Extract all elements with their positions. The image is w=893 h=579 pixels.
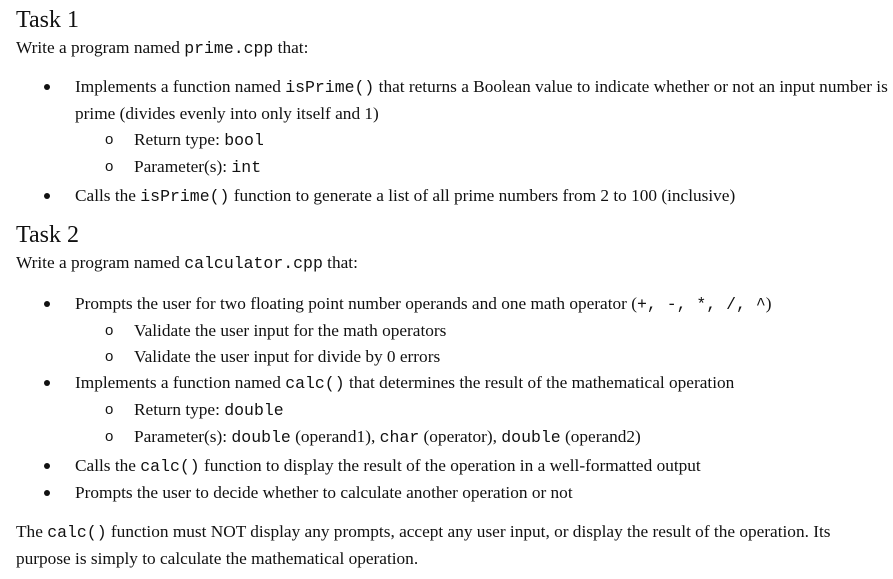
bullet-code: isPrime() — [140, 187, 230, 206]
task1-sub-item-2 — [75, 154, 893, 181]
bullet-dot-icon — [44, 301, 50, 307]
task1-heading: Task 1 — [16, 7, 79, 33]
bullet-text-prefix: Implements a function named — [75, 77, 286, 96]
sub-item-text: Validate the user input for the math operators — [134, 321, 447, 340]
sub-item-code: double — [224, 401, 284, 420]
param-desc: (operand2) — [560, 427, 641, 446]
bullet-text-suffix: ) — [765, 294, 772, 313]
bullet-text-suffix: that returns a Boolean value to indicate whether or not an input number is prime (divides evenly into only itself and 1) — [75, 77, 888, 123]
task2-section — [16, 220, 893, 572]
bullet-text-suffix: function to generate a list of all prime numbers from 2 to 100 (inclusive) — [229, 186, 736, 205]
task2-bullet-4 — [16, 480, 893, 506]
circle-bullet-icon: o — [105, 401, 114, 418]
param-type-code: char — [379, 428, 420, 447]
bullet-dot-icon — [44, 380, 50, 386]
task2-intro — [16, 250, 893, 277]
note-code: calc() — [47, 523, 107, 542]
circle-bullet-icon: o — [105, 348, 114, 365]
task1-intro-filename: prime.cpp — [184, 39, 274, 58]
task1-sub-list — [75, 127, 893, 181]
task2-intro-prefix: Write a program named — [16, 253, 185, 272]
task2-sub-item-4 — [75, 424, 893, 451]
sub-item-code: int — [231, 158, 262, 177]
bullet-dot-icon — [44, 463, 50, 469]
task1-intro-suffix: that: — [273, 38, 309, 57]
bullet-text-prefix: Implements a function named — [75, 373, 286, 392]
sub-item-text: Return type: — [134, 400, 225, 419]
task2-bullet-3 — [16, 453, 893, 480]
bullet-text-suffix: function to display the result of the operation in a well-formatted output — [199, 456, 701, 475]
bullet-dot-icon — [44, 193, 50, 199]
bullet-text-prefix: Prompts the user for two floating point number operands and one math operator ( — [75, 294, 637, 313]
sub-item-text: Parameter(s): — [134, 157, 232, 176]
circle-bullet-icon: o — [105, 158, 114, 175]
task2-sub-item-3 — [75, 397, 893, 424]
bullet-code: calc() — [285, 374, 345, 393]
bullet-dot-icon — [44, 490, 50, 496]
task2-bullet-2 — [16, 370, 893, 451]
bullet-code: isPrime() — [285, 78, 375, 97]
task1-section — [16, 5, 893, 210]
task1-bullet-2 — [16, 183, 893, 210]
bullet-text-prefix: Calls the — [75, 186, 141, 205]
circle-bullet-icon: o — [105, 131, 114, 148]
note-suffix: function must NOT display any prompts, accept any user input, or display the result of the operation. Its purpose is simply to calculate the mathematical operation. — [16, 522, 831, 568]
task2-sub-item-2 — [75, 344, 893, 370]
task1-bullet-1 — [16, 74, 893, 181]
task1-bullet-list — [16, 74, 893, 210]
task2-heading: Task 2 — [16, 222, 79, 248]
bullet-code: +, -, *, /, ^ — [637, 295, 766, 314]
task2-bullet-list — [16, 291, 893, 506]
param-type-code: double — [501, 428, 561, 447]
task2-intro-filename: calculator.cpp — [184, 254, 323, 273]
bullet-text-suffix: that determines the result of the mathematical operation — [344, 373, 735, 392]
task2-intro-suffix: that: — [322, 253, 358, 272]
circle-bullet-icon: o — [105, 322, 114, 339]
param-desc: (operand1), — [290, 427, 380, 446]
sub-item-text: Return type: — [134, 130, 225, 149]
assignment-document — [16, 0, 893, 572]
task2-sub-item-1 — [75, 318, 893, 344]
task1-intro-prefix: Write a program named — [16, 38, 185, 57]
task1-sub-item-1 — [75, 127, 893, 154]
task2-sub-list-1 — [75, 318, 893, 370]
task2-sub-list-2 — [75, 397, 893, 451]
sub-item-text: Parameter(s): — [134, 427, 232, 446]
bullet-code: calc() — [140, 457, 200, 476]
bullet-dot-icon — [44, 84, 50, 90]
task2-bullet-1 — [16, 291, 893, 370]
calc-function-note — [16, 519, 861, 572]
bullet-text: Prompts the user to decide whether to calculate another operation or not — [75, 483, 573, 502]
bullet-text-prefix: Calls the — [75, 456, 141, 475]
param-desc: (operator), — [419, 427, 502, 446]
circle-bullet-icon: o — [105, 428, 114, 445]
task1-intro — [16, 35, 893, 62]
note-prefix: The — [16, 522, 48, 541]
param-type-code: double — [231, 428, 291, 447]
sub-item-code: bool — [224, 131, 264, 150]
sub-item-text: Validate the user input for divide by 0 errors — [134, 347, 441, 366]
